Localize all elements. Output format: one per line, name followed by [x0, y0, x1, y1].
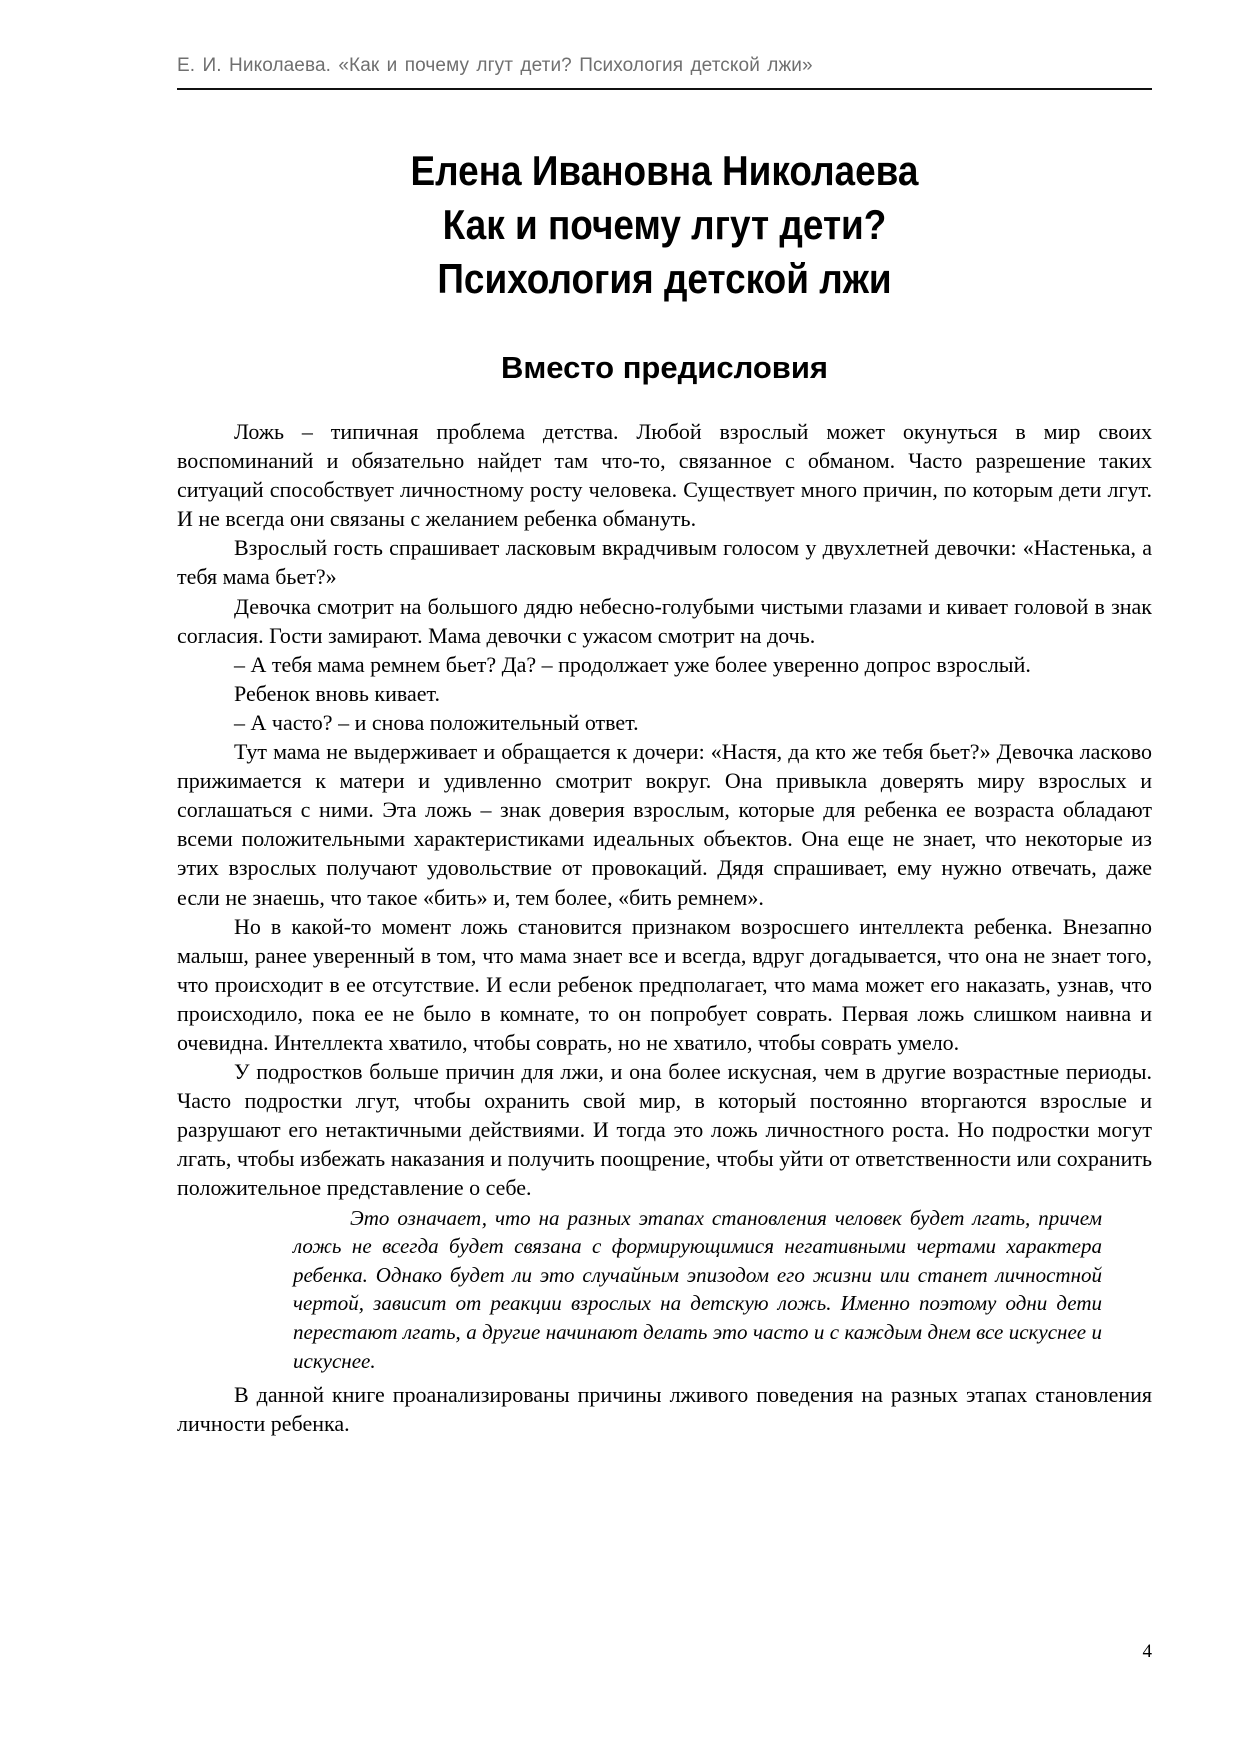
- paragraph: Тут мама не выдерживает и обращается к дочери: «Настя, да кто же тебя бьет?» Девочка ласково прижимается к матери и удивленно смотрит вокруг. Она привыкла доверять миру взрослых и соглашаться с ними. Эта ложь – знак доверия взрослым, которые для ребенка ее возраста обладают всеми положительными характеристиками идеальных объектов. Она еще не знает, что некоторые из этих взрослых получают удовольствие от провокаций. Дядя спрашивает, ему нужно отвечать, даже если не знаешь, что такое «бить» и, тем более, «бить ремнем».: [177, 739, 1152, 910]
- section-heading: Вместо предисловия: [500, 350, 828, 385]
- paragraph: У подростков больше причин для лжи, и она более искусная, чем в другие возрастные периоды. Часто подростки лгут, чтобы охранить свой мир, в который постоянно вторгаются взрослые и разрушают его нетактичными действиями. И тогда это ложь личностного роста. Но подростки могут лгать, чтобы избежать наказания и получить поощрение, чтобы уйти от ответственности или сохранить положительное представление о себе.: [177, 1059, 1152, 1201]
- paragraph: Взрослый гость спрашивает ласковым вкрадчивым голосом у двухлетней девочки: «Настенька, а тебя мама бьет?»: [177, 535, 1152, 590]
- book-title: [236, 144, 1094, 306]
- paragraph: Но в какой-то момент ложь становится признаком возросшего интеллекта ребенка. Внезапно малыш, ранее уверенный в том, что мама знает все и всегда, вдруг догадывается, что она не знает того, что происходит в ее отсутствие. И если ребенок предполагает, что мама может его наказать, узнав, что происходило, пока ее не было в комнате, то он попробует соврать. Первая ложь слишком наивна и очевидна. Интеллекта хватило, чтобы соврать, но не хватило, чтобы соврать умело.: [177, 913, 1152, 1055]
- paragraph: Ложь – типичная проблема детства. Любой взрослый может окунуться в мир своих воспоминаний и обязательно найдет там что-то, связанное с обманом. Часто разрешение таких ситуаций способствует личностному росту человека. Существует много причин, по которым дети лгут. И не всегда они связаны с желанием ребенка обмануть.: [177, 419, 1152, 532]
- block-quote: Это означает, что на разных этапах становления человек будет лгать, причем ложь не всегда будет связана с формирующимися негативными чертами характера ребенка. Однако будет ли это случайным эпизодом его жизни или станет личностной чертой, зависит от реакции взрослых на детскую ложь. Именно поэтому одни дети перестают лгать, а другие начинают делать это часто и с каждым днем все искуснее и искуснее.: [293, 1205, 1102, 1373]
- paragraph: Ребенок вновь кивает.: [234, 680, 440, 706]
- page-number: 4: [1142, 1641, 1152, 1662]
- title-subtitle: Психология детской лжи: [437, 255, 892, 302]
- title-main: Как и почему лгут дети?: [442, 201, 887, 248]
- closing-paragraph: В данной книге проанализированы причины лживого поведения на разных этапах становления личности ребенка.: [177, 1382, 1152, 1437]
- body-text: [177, 417, 1152, 1438]
- header-divider: [177, 88, 1152, 90]
- title-author: Елена Ивановна Николаева: [410, 147, 919, 194]
- paragraph: Девочка смотрит на большого дядю небесно-голубыми чистыми глазами и кивает головой в знак согласия. Гости замирают. Мама девочки с ужасом смотрит на дочь.: [177, 593, 1152, 648]
- dialogue-line: – А часто? – и снова положительный ответ.: [234, 709, 639, 735]
- dialogue-line: – А тебя мама ремнем бьет? Да? – продолжает уже более уверенно допрос взрослый.: [234, 651, 1031, 677]
- running-header: Е. И. Николаева. «Как и почему лгут дети? Психология детской лжи»: [177, 55, 813, 76]
